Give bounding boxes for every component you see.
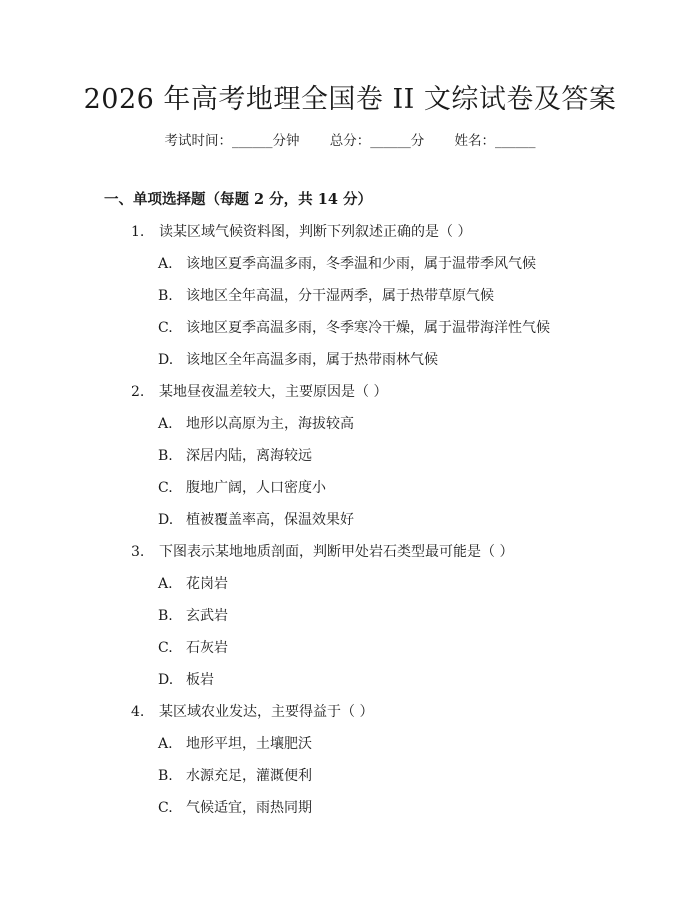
exam-time-field	[164, 131, 299, 151]
option-text: 该地区全年高温，分干湿两季，属于热带草原气候	[186, 288, 494, 304]
name-label: 姓名：	[454, 133, 496, 149]
option-letter: C.	[158, 800, 173, 816]
option-text: 石灰岩	[186, 640, 228, 656]
question-text: 下图表示某地地质剖面，判断甲处岩石类型最可能是（ ）	[159, 544, 514, 560]
option-text: 植被覆盖率高，保温效果好	[186, 512, 354, 528]
option-letter: B.	[158, 768, 173, 784]
option-text: 板岩	[186, 672, 214, 688]
option-text: 深居内陆，离海较远	[186, 448, 312, 464]
question-1	[131, 222, 471, 242]
option-text: 该地区夏季高温多雨，冬季寒冷干燥，属于温带海洋性气候	[186, 320, 550, 336]
option-letter: A.	[158, 416, 173, 432]
name-field	[455, 131, 536, 151]
question-2	[131, 382, 387, 402]
section-heading: 一、单项选择题（每题 2 分，共 14 分）	[104, 191, 372, 208]
total-score-blank: ______分	[370, 133, 425, 149]
question-text: 读某区域气候资料图，判断下列叙述正确的是（ ）	[159, 224, 472, 240]
question-number: 4.	[131, 704, 145, 720]
total-score-label: 总分：	[329, 133, 371, 149]
exam-time-label: 考试时间：	[164, 133, 232, 149]
question-4	[131, 702, 373, 722]
q4-option-a	[158, 734, 312, 754]
option-text: 该地区全年高温多雨，属于热带雨林气候	[186, 352, 438, 368]
option-text: 花岗岩	[186, 576, 228, 592]
q3-option-c	[158, 638, 228, 658]
question-number: 3.	[131, 544, 145, 560]
option-letter: C.	[158, 480, 173, 496]
exam-time-blank: ______分钟	[231, 133, 300, 149]
question-3	[131, 542, 513, 562]
exam-info-line	[0, 131, 700, 151]
question-number: 2.	[131, 384, 145, 400]
q3-option-d	[158, 670, 214, 690]
name-blank: ______	[495, 133, 536, 149]
question-number: 1.	[131, 224, 145, 240]
option-letter: B.	[158, 448, 173, 464]
option-letter: D.	[158, 512, 174, 528]
option-text: 腹地广阔，人口密度小	[186, 480, 326, 496]
option-text: 水源充足，灌溉便利	[186, 768, 312, 784]
question-text: 某区域农业发达，主要得益于（ ）	[159, 704, 374, 720]
q3-option-b	[158, 606, 228, 626]
option-text: 地形平坦，土壤肥沃	[186, 736, 312, 752]
option-letter: C.	[158, 320, 173, 336]
q4-option-c	[158, 798, 312, 818]
q2-option-d	[158, 510, 354, 530]
total-score-field	[330, 131, 425, 151]
q1-option-d	[158, 350, 438, 370]
q1-option-c	[158, 318, 550, 338]
question-text: 某地昼夜温差较大，主要原因是（ ）	[159, 384, 388, 400]
q3-option-a	[158, 574, 228, 594]
option-letter: C.	[158, 640, 173, 656]
q1-option-a	[158, 254, 536, 274]
option-letter: B.	[158, 608, 173, 624]
option-text: 地形以高原为主，海拔较高	[186, 416, 354, 432]
option-letter: A.	[158, 256, 173, 272]
option-letter: A.	[158, 736, 173, 752]
option-text: 玄武岩	[186, 608, 228, 624]
option-text: 该地区夏季高温多雨，冬季温和少雨，属于温带季风气候	[186, 256, 536, 272]
q1-option-b	[158, 286, 494, 306]
option-letter: B.	[158, 288, 173, 304]
option-text: 气候适宜，雨热同期	[186, 800, 312, 816]
page-title: 2026 年高考地理全国卷 II 文综试卷及答案	[83, 84, 617, 115]
q4-option-b	[158, 766, 312, 786]
option-letter: D.	[158, 352, 174, 368]
q2-option-a	[158, 414, 354, 434]
option-letter: A.	[158, 576, 173, 592]
q2-option-b	[158, 446, 312, 466]
option-letter: D.	[158, 672, 174, 688]
q2-option-c	[158, 478, 326, 498]
